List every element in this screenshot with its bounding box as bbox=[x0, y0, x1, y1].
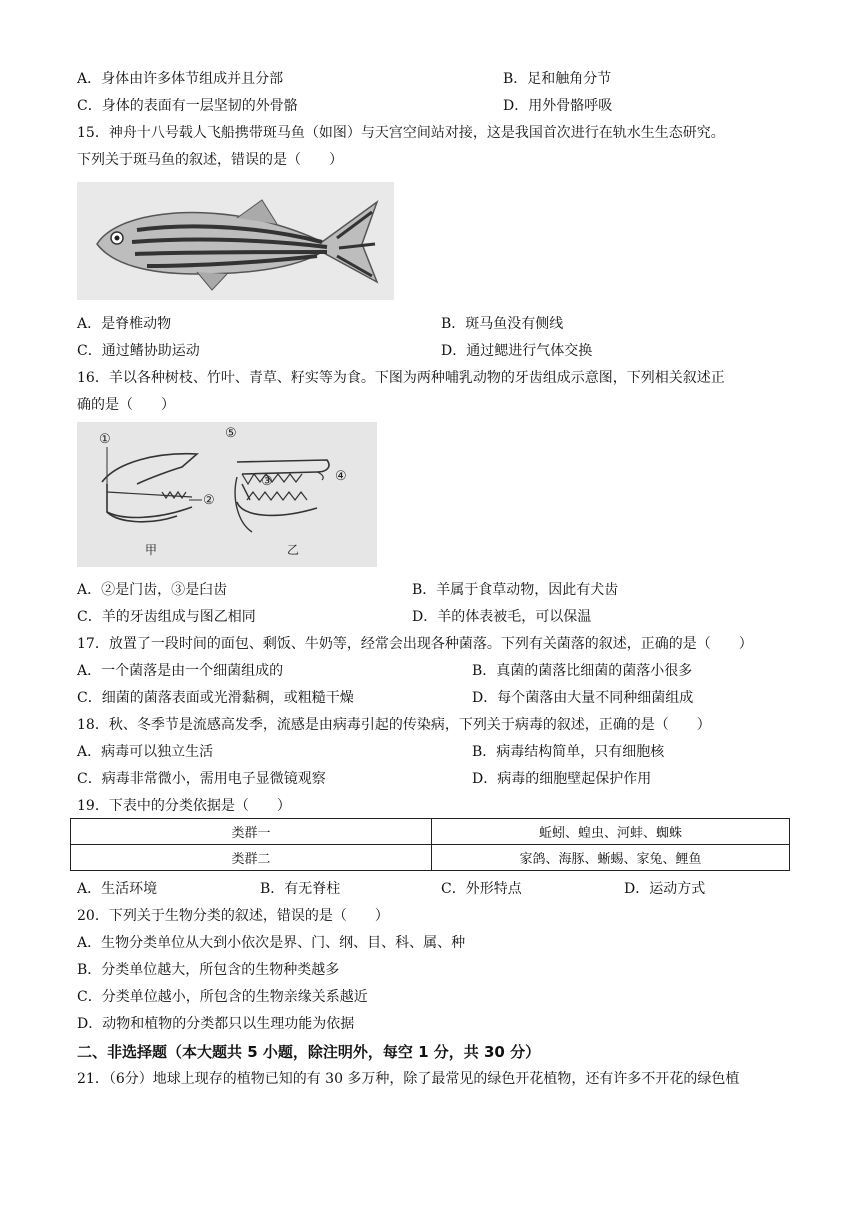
classification-table bbox=[70, 818, 790, 871]
table-cell: 类群二 bbox=[71, 845, 432, 871]
label-yi: 乙 bbox=[287, 543, 300, 557]
q18-option-c: C．病毒非常微小，需用电子显微镜观察 bbox=[77, 771, 326, 787]
label-2: ② bbox=[203, 493, 215, 508]
q20-option-b: B．分类单位越大，所包含的生物种类越多 bbox=[77, 962, 340, 978]
q16-stem-line1: 16．羊以各种树枝、竹叶、青草、籽实等为食。下图为两种哺乳动物的牙齿组成示意图，下列相关叙述正 bbox=[77, 370, 725, 386]
table-row bbox=[71, 845, 790, 871]
q15-stem-line1: 15．神舟十八号载人飞船携带斑马鱼（如图）与天宫空间站对接，这是我国首次进行在轨水生生态研究。 bbox=[77, 125, 725, 141]
q18-option-b: B．病毒结构简单，只有细胞核 bbox=[472, 744, 665, 760]
q18-option-a: A．病毒可以独立生活 bbox=[77, 744, 214, 760]
q20-stem: 20．下列关于生物分类的叙述，错误的是（ ） bbox=[77, 908, 389, 924]
q17-option-c: C．细菌的菌落表面或光滑黏稠，或粗糙干燥 bbox=[77, 690, 354, 706]
q18-stem: 18．秋、冬季节是流感高发季，流感是由病毒引起的传染病，下列关于病毒的叙述，正确的是（ ） bbox=[77, 717, 711, 733]
q19-option-d: D．运动方式 bbox=[624, 881, 706, 897]
q15-option-c: C．通过鳍协助运动 bbox=[77, 343, 200, 359]
q14-option-a: A．身体由许多体节组成并且分部 bbox=[77, 71, 284, 87]
q20-option-d: D．动物和植物的分类都只以生理功能为依据 bbox=[77, 1016, 355, 1032]
q17-option-d: D．每个菌落由大量不同种细菌组成 bbox=[472, 690, 694, 706]
label-jia: 甲 bbox=[145, 543, 158, 557]
q17-option-a: A．一个菌落是由一个细菌组成的 bbox=[77, 663, 284, 679]
q16-option-d: D．羊的体表被毛，可以保温 bbox=[412, 609, 592, 625]
teeth-figure bbox=[77, 422, 377, 567]
q18-option-d: D．病毒的细胞壁起保护作用 bbox=[472, 771, 652, 787]
q19-option-a: A．生活环境 bbox=[77, 881, 158, 897]
q15-option-b: B．斑马鱼没有侧线 bbox=[441, 316, 564, 332]
label-5: ⑤ bbox=[225, 426, 237, 441]
label-3: ③ bbox=[261, 474, 273, 489]
q15-stem-line2: 下列关于斑马鱼的叙述，错误的是（ ） bbox=[77, 152, 343, 168]
table-row bbox=[71, 819, 790, 845]
q16-option-b: B．羊属于食草动物，因此有犬齿 bbox=[412, 582, 619, 598]
q16-option-c: C．羊的牙齿组成与图乙相同 bbox=[77, 609, 256, 625]
q21-stem-line1: 21．（6分）地球上现存的植物已知的有 30 多万种，除了最常见的绿色开花植物，还有许多不开花的绿色植 bbox=[77, 1071, 740, 1087]
zebrafish-figure bbox=[77, 182, 394, 300]
table-cell: 类群一 bbox=[71, 819, 432, 845]
zebrafish-illustration bbox=[77, 182, 394, 300]
q17-stem: 17．放置了一段时间的面包、剩饭、牛奶等，经常会出现各种菌落。下列有关菌落的叙述，正确的是（ ） bbox=[77, 636, 753, 652]
q15-option-a: A．是脊椎动物 bbox=[77, 316, 172, 332]
q17-option-b: B．真菌的菌落比细菌的菌落小很多 bbox=[472, 663, 693, 679]
q16-option-a: A．②是门齿，③是臼齿 bbox=[77, 582, 228, 598]
table-cell: 家鸽、海豚、蜥蜴、家兔、鲤鱼 bbox=[432, 845, 790, 871]
q14-option-c: C．身体的表面有一层坚韧的外骨骼 bbox=[77, 98, 298, 114]
q14-option-d: D．用外骨骼呼吸 bbox=[503, 98, 613, 114]
q19-option-b: B．有无脊柱 bbox=[260, 881, 341, 897]
q20-option-c: C．分类单位越小，所包含的生物亲缘关系越近 bbox=[77, 989, 368, 1005]
label-1: ① bbox=[99, 432, 111, 447]
teeth-illustration bbox=[77, 422, 377, 567]
label-4: ④ bbox=[335, 469, 347, 484]
q20-option-a: A．生物分类单位从大到小依次是界、门、纲、目、科、属、种 bbox=[77, 935, 466, 951]
q14-option-b: B．足和触角分节 bbox=[503, 71, 612, 87]
table-cell: 蚯蚓、蝗虫、河蚌、蜘蛛 bbox=[432, 819, 790, 845]
section-heading: 二、非选择题（本大题共 5 小题，除注明外，每空 1 分，共 30 分） bbox=[77, 1043, 541, 1061]
q19-option-c: C．外形特点 bbox=[441, 881, 522, 897]
q15-option-d: D．通过鳃进行气体交换 bbox=[441, 343, 593, 359]
q19-stem: 19．下表中的分类依据是（ ） bbox=[77, 798, 291, 814]
q16-stem-line2: 确的是（ ） bbox=[77, 397, 175, 413]
